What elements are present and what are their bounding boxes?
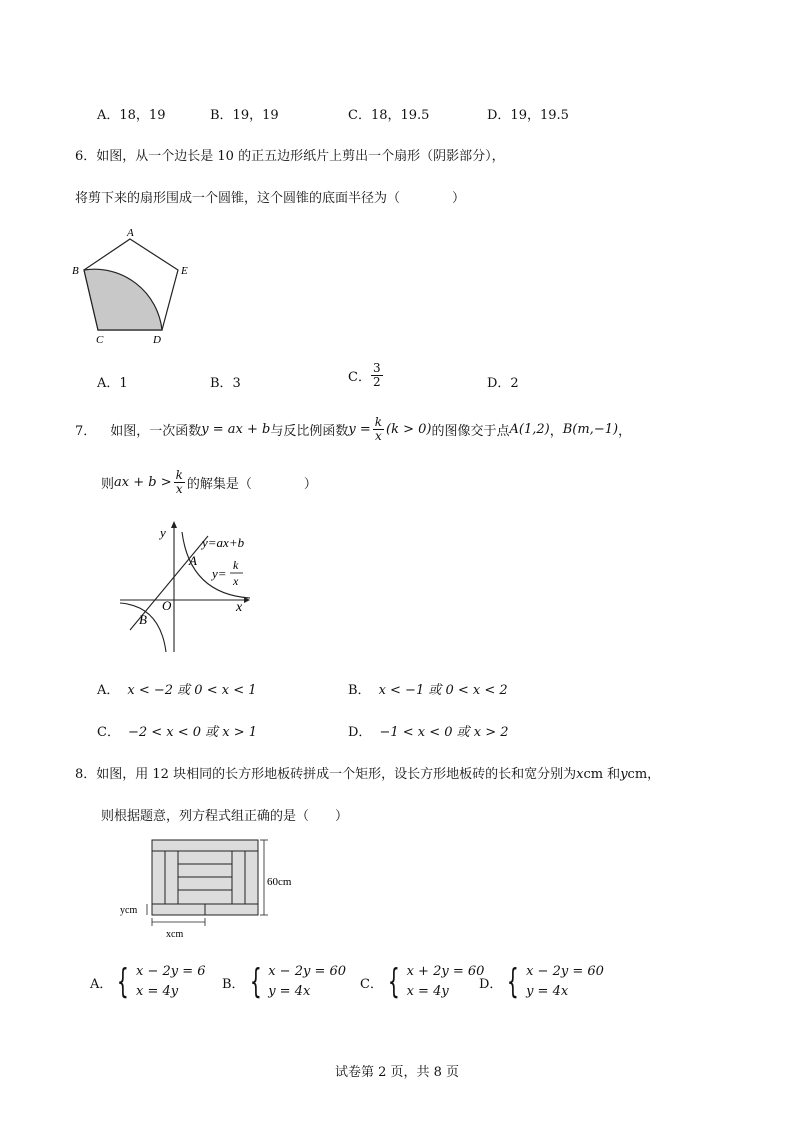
q7-text-a: 如图，一次函数 <box>110 423 202 439</box>
q7-number: 7． <box>75 423 97 439</box>
q6-pentagon-figure <box>70 222 200 347</box>
q8-option-c-prefix: C． <box>360 976 383 992</box>
q8-option-d-eq2: y = 4x <box>526 984 569 1000</box>
q7-point-a: A(1,2) <box>509 421 550 437</box>
q7-stem-line2 <box>101 469 317 495</box>
q7-separator: ， <box>549 423 563 439</box>
q5-option-c: C．18，19.5 <box>348 108 430 123</box>
q7-option-a-expr: x < −2 或 0 < x < 1 <box>127 683 257 698</box>
q8-option-c-brace: { <box>387 962 400 1003</box>
q7-option-b-expr: x < −1 或 0 < x < 2 <box>378 683 508 698</box>
q7-text-c: 的图像交于点 <box>431 423 510 439</box>
tile-mid-1 <box>178 851 232 864</box>
point-b-label: B <box>139 612 147 627</box>
q8-option-b <box>222 962 346 1002</box>
y-axis-label: y <box>160 525 166 540</box>
q6-option-d: D．2 <box>487 376 519 391</box>
page-footer: 试卷第 2 页，共 8 页 <box>334 1065 460 1080</box>
q8-option-b-eq2: y = 4x <box>268 984 311 1000</box>
tile-right-1 <box>232 851 245 904</box>
q8-option-c-eq1: x + 2y = 60 <box>406 964 485 979</box>
x-axis-label: x <box>236 600 243 615</box>
q8-var-x: x <box>576 767 584 782</box>
q7-expr-linear: y = ax + b <box>201 421 271 437</box>
line-equation-label: y=ax+b <box>202 535 245 550</box>
q8-option-a-eq1: x − 2y = 6 <box>136 964 206 979</box>
q8-option-d-prefix: D． <box>479 976 503 992</box>
q7-option-c-expr: −2 < x < 0 或 x > 1 <box>127 725 258 740</box>
q7-frac-num: k <box>374 415 383 429</box>
ycm-label: ycm <box>120 905 138 916</box>
q8-option-c <box>360 962 484 1002</box>
q8-option-a-brace: { <box>117 962 130 1003</box>
q7-inequality: ax + b > <box>114 474 172 490</box>
q7-ineq-den: x <box>175 481 183 496</box>
label-d: D <box>153 334 161 346</box>
q8-option-a-prefix: A． <box>90 976 113 992</box>
point-a-label: A <box>189 553 197 568</box>
q7-frac-den: x <box>375 428 382 443</box>
q7-expr-inverse: y = <box>348 421 371 437</box>
q8-unit1: cm 和 <box>583 767 621 782</box>
q8-unit2: cm， <box>627 767 661 782</box>
q7-stem-line1 <box>75 416 631 442</box>
q7-option-d-prefix: D． <box>348 725 372 740</box>
q7-option-c <box>97 721 257 740</box>
q8-option-c-system <box>383 962 484 1002</box>
q8-option-a-system <box>112 962 205 1002</box>
q6-option-c-fraction <box>371 362 383 388</box>
q7-function-graph <box>112 518 262 658</box>
q7-option-a <box>97 679 257 698</box>
label-b: B <box>72 265 79 277</box>
q8-option-b-system <box>245 962 346 1002</box>
curve-num-label: k <box>233 558 239 572</box>
q8-stem-line1 <box>75 763 660 782</box>
origin-label: O <box>162 598 172 613</box>
tile-right-2 <box>245 851 258 904</box>
y-axis-arrow <box>171 521 177 528</box>
q7-inequality-fraction <box>174 469 185 495</box>
q7-option-d <box>348 721 509 740</box>
q6-option-c <box>348 362 383 388</box>
q6-option-c-num: 3 <box>372 361 381 375</box>
hyperbola-branch-q3 <box>120 603 166 652</box>
q8-option-d <box>479 962 604 1002</box>
q7-line2-a: 则 <box>101 476 115 492</box>
q7-condition: (k > 0) <box>386 421 432 437</box>
q7-end: ， <box>618 423 632 439</box>
q6-option-c-den: 2 <box>372 374 381 389</box>
q7-option-b <box>348 679 508 698</box>
q8-stem-line2: 则根据题意，列方程式组正确的是（ ） <box>101 809 349 824</box>
q6-stem-line1: 6．如图，从一个边长是 10 的正五边形纸片上剪出一个扇形（阴影部分）， <box>75 149 505 164</box>
tile-mid-4 <box>178 890 232 904</box>
height-label: 60cm <box>267 876 292 888</box>
q6-option-a: A．1 <box>97 376 128 391</box>
q6-option-c-prefix: C． <box>348 369 371 385</box>
curve-den-label: x <box>233 574 239 588</box>
q7-k-over-x <box>373 416 384 442</box>
label-a: A <box>127 227 134 239</box>
q8-line1-text: 8．如图，用 12 块相同的长方形地板砖拼成一个矩形，设长方形地板砖的长和宽分别为 <box>75 767 577 782</box>
q8-option-b-brace: { <box>249 962 262 1003</box>
q8-option-a <box>90 962 206 1002</box>
tile-mid-2 <box>178 864 232 877</box>
tile-bottom-1 <box>152 904 205 915</box>
label-e: E <box>181 265 188 277</box>
q8-option-d-eq1: x − 2y = 60 <box>526 964 604 979</box>
q7-line2-b: 的解集是（ ） <box>186 476 317 492</box>
q7-ineq-num: k <box>175 468 183 482</box>
q8-option-c-eq2: x = 4y <box>406 984 449 1000</box>
tile-top <box>152 840 258 851</box>
q8-option-d-system <box>502 962 603 1002</box>
shaded-sector <box>84 269 162 330</box>
q8-option-b-eq1: x − 2y = 60 <box>268 964 347 979</box>
label-c: C <box>96 334 104 346</box>
q5-option-d: D．19，19.5 <box>487 108 569 123</box>
tile-bottom-2 <box>205 904 258 915</box>
q8-var-y: y <box>620 767 628 782</box>
q6-stem-line2: 将剪下来的扇形围成一个圆锥，这个圆锥的底面半径为（ ） <box>75 191 466 206</box>
q7-option-a-prefix: A． <box>97 683 120 698</box>
q8-option-b-prefix: B． <box>222 976 245 992</box>
tile-left-1 <box>152 851 165 904</box>
curve-equation-label: y= <box>212 566 227 581</box>
xcm-label: xcm <box>166 929 184 940</box>
q7-option-d-expr: −1 < x < 0 或 x > 2 <box>379 725 509 740</box>
tile-left-2 <box>165 851 178 904</box>
q7-option-b-prefix: B． <box>348 683 371 698</box>
q7-option-c-prefix: C． <box>97 725 120 740</box>
tile-group <box>152 840 258 915</box>
q7-point-b: B(m,−1) <box>562 421 619 437</box>
q8-tile-figure <box>114 835 304 945</box>
q6-option-b: B．3 <box>210 376 241 391</box>
q5-option-a: A．18，19 <box>97 108 166 123</box>
q5-option-b: B．19，19 <box>210 108 279 123</box>
q8-option-a-eq2: x = 4y <box>136 984 179 1000</box>
tile-mid-3 <box>178 877 232 890</box>
q7-text-b: 与反比例函数 <box>270 423 349 439</box>
q8-option-d-brace: { <box>507 962 520 1003</box>
